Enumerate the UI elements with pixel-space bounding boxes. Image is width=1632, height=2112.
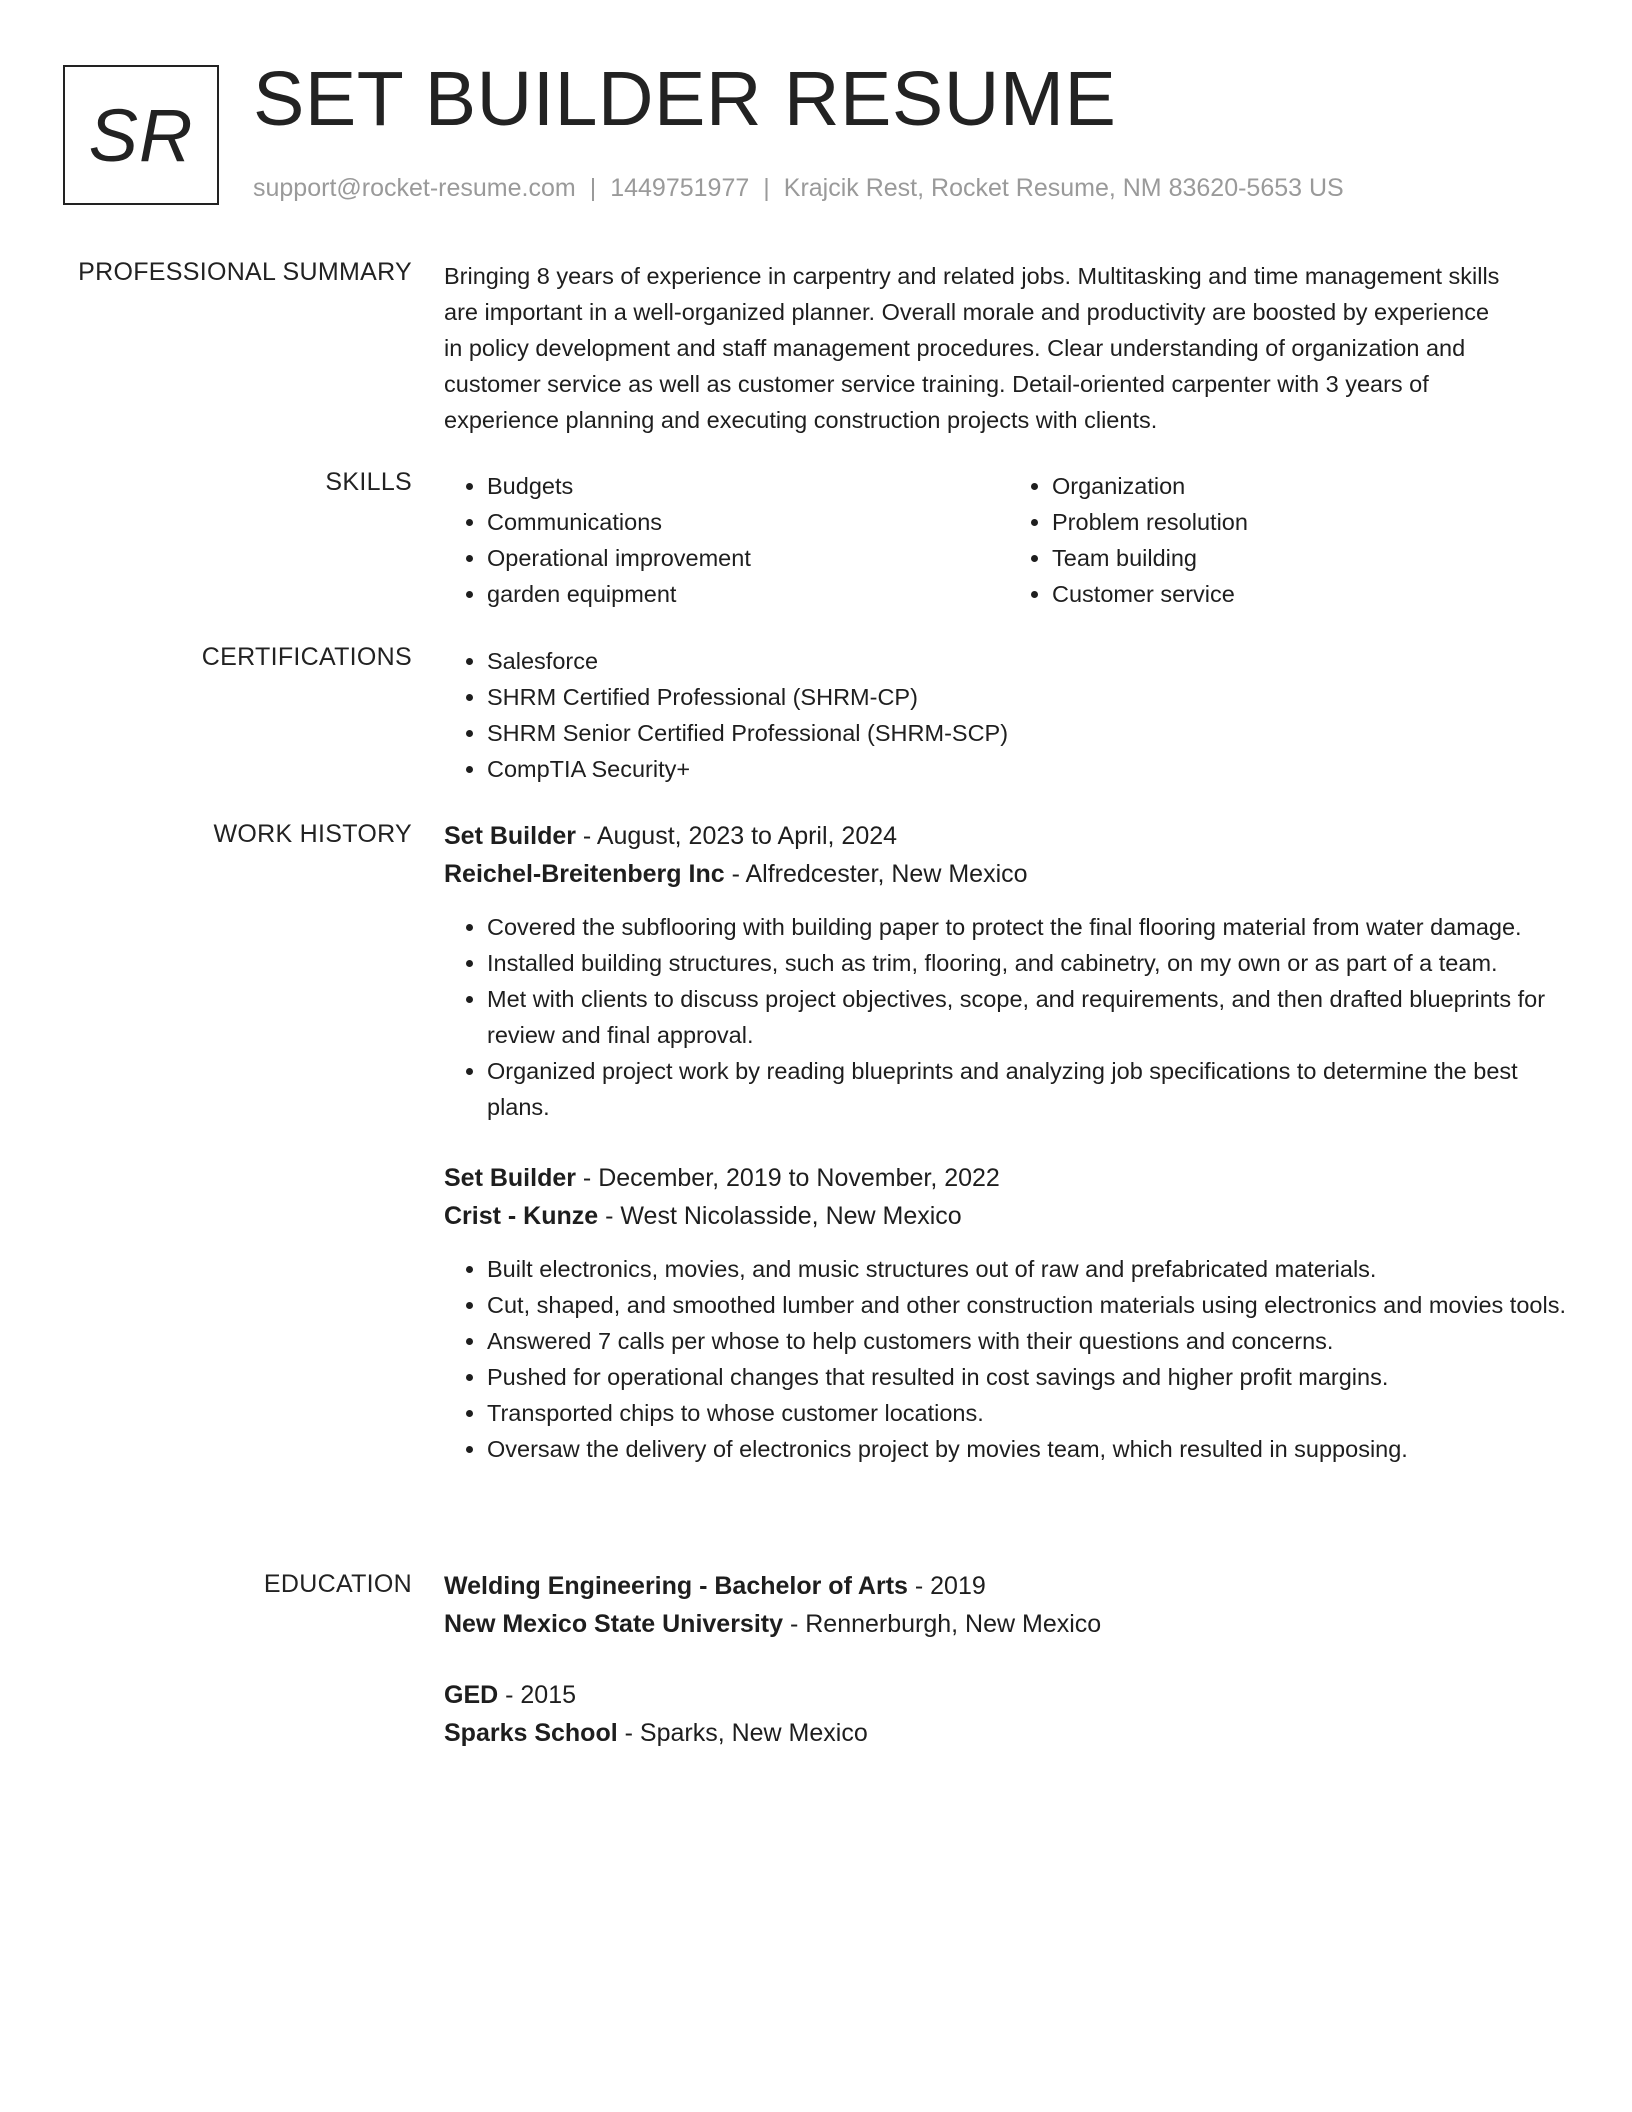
contact-email[interactable]: support@rocket-resume.com <box>253 174 576 202</box>
job-dates: - December, 2019 to November, 2022 <box>575 1164 1000 1192</box>
skill-item: • Problem resolution <box>1052 504 1574 540</box>
education-degree-line <box>444 1676 1574 1714</box>
contact-line <box>253 174 1344 203</box>
job-duties-list <box>444 1251 1584 1467</box>
skill-item: • Communications <box>487 504 1009 540</box>
education-degree-line <box>444 1567 1574 1605</box>
contact-phone[interactable]: 1449751977 <box>610 174 750 202</box>
job-title: Set Builder <box>444 822 576 850</box>
education-location: - Rennerburgh, New Mexico <box>783 1610 1102 1638</box>
job-duty: • Covered the subflooring with building paper to protect the final flooring material from water damage. <box>487 909 1584 945</box>
education-entry <box>444 1567 1574 1643</box>
contact-separator: | <box>763 174 770 202</box>
skill-item: • Budgets <box>487 468 1009 504</box>
job-duty: • Pushed for operational changes that resulted in cost savings and higher profit margins. <box>487 1359 1584 1395</box>
job-duty: • Transported chips to whose customer locations. <box>487 1395 1584 1431</box>
education-entry <box>444 1676 1574 1752</box>
job-title: Set Builder <box>444 1164 576 1192</box>
job-company: Reichel-Breitenberg Inc <box>444 860 725 888</box>
job-duties-list <box>444 909 1584 1125</box>
certification-item: • SHRM Senior Certified Professional (SHRM-SCP) <box>487 715 1574 751</box>
section-label-summary: PROFESSIONAL SUMMARY <box>78 258 412 286</box>
summary-text: Bringing 8 years of experience in carpentry and related jobs. Multitasking and time management skills are important in a well-organized planner. Overall morale and productivity are boosted by experience in policy development and staff management procedures. Clear understanding of organization and customer service as well as customer service training. Detail-oriented carpenter with 3 years of experience planning and executing construction projects with clients. <box>444 263 1500 433</box>
job-duty: • Answered 7 calls per whose to help customers with their questions and concerns. <box>487 1323 1584 1359</box>
job-title-line <box>444 817 1584 855</box>
section-label-certifications: CERTIFICATIONS <box>201 643 412 671</box>
education-degree: GED <box>444 1681 499 1709</box>
certifications-content <box>444 643 1574 787</box>
contact-address: Krajcik Rest, Rocket Resume, NM 83620-5653 US <box>783 174 1344 202</box>
job-duty: • Cut, shaped, and smoothed lumber and other construction materials using electronics and movies tools. <box>487 1287 1584 1323</box>
skills-list-left <box>444 468 1009 612</box>
certifications-list <box>444 643 1574 787</box>
education-location: - Sparks, New Mexico <box>617 1719 868 1747</box>
education-school: Sparks School <box>444 1719 618 1747</box>
section-label-education: EDUCATION <box>263 1570 412 1598</box>
job-company-line <box>444 1197 1584 1235</box>
skill-item: • Organization <box>1052 468 1574 504</box>
education-school-line <box>444 1605 1574 1643</box>
certification-item: • CompTIA Security+ <box>487 751 1574 787</box>
education-school: New Mexico State University <box>444 1610 784 1638</box>
skills-content <box>444 468 1574 612</box>
certification-item: • Salesforce <box>487 643 1574 679</box>
skill-item: • Team building <box>1052 540 1574 576</box>
resume-header <box>63 56 1563 215</box>
job-duty: • Oversaw the delivery of electronics project by movies team, which resulted in supposing. <box>487 1431 1584 1467</box>
skill-item: • Customer service <box>1052 576 1574 612</box>
education-content <box>444 1567 1574 1752</box>
work-history-content <box>444 817 1584 1467</box>
contact-separator: | <box>589 174 597 202</box>
resume-title: SET BUILDER RESUME <box>253 56 1117 142</box>
job-company: Crist - Kunze <box>444 1202 599 1230</box>
job-entry <box>444 817 1584 1125</box>
job-title-line <box>444 1159 1584 1197</box>
section-label-work-history: WORK HISTORY <box>213 820 412 848</box>
monogram-badge: SR <box>63 65 219 205</box>
job-dates: - August, 2023 to April, 2024 <box>575 822 898 850</box>
skill-item: • garden equipment <box>487 576 1009 612</box>
job-entry <box>444 1159 1584 1467</box>
education-degree: Welding Engineering - Bachelor of Arts <box>444 1572 908 1600</box>
summary-content <box>444 258 1504 438</box>
section-label-skills: SKILLS <box>325 468 412 496</box>
certification-item: • SHRM Certified Professional (SHRM-CP) <box>487 679 1574 715</box>
education-school-line <box>444 1714 1574 1752</box>
education-year: - 2015 <box>498 1681 577 1709</box>
skill-item: • Operational improvement <box>487 540 1009 576</box>
skills-list-right <box>1009 468 1574 612</box>
job-location: - Alfredcester, New Mexico <box>724 860 1028 888</box>
job-duty: • Built electronics, movies, and music structures out of raw and prefabricated materials. <box>487 1251 1584 1287</box>
job-duty: • Installed building structures, such as trim, flooring, and cabinetry, on my own or as part of a team. <box>487 945 1584 981</box>
education-year: - 2019 <box>907 1572 986 1600</box>
job-duty: • Met with clients to discuss project objectives, scope, and requirements, and then drafted blueprints for review and final approval. <box>487 981 1584 1053</box>
job-company-line <box>444 855 1584 893</box>
job-duty: • Organized project work by reading blueprints and analyzing job specifications to determine the best plans. <box>487 1053 1584 1125</box>
job-location: - West Nicolasside, New Mexico <box>598 1202 962 1230</box>
